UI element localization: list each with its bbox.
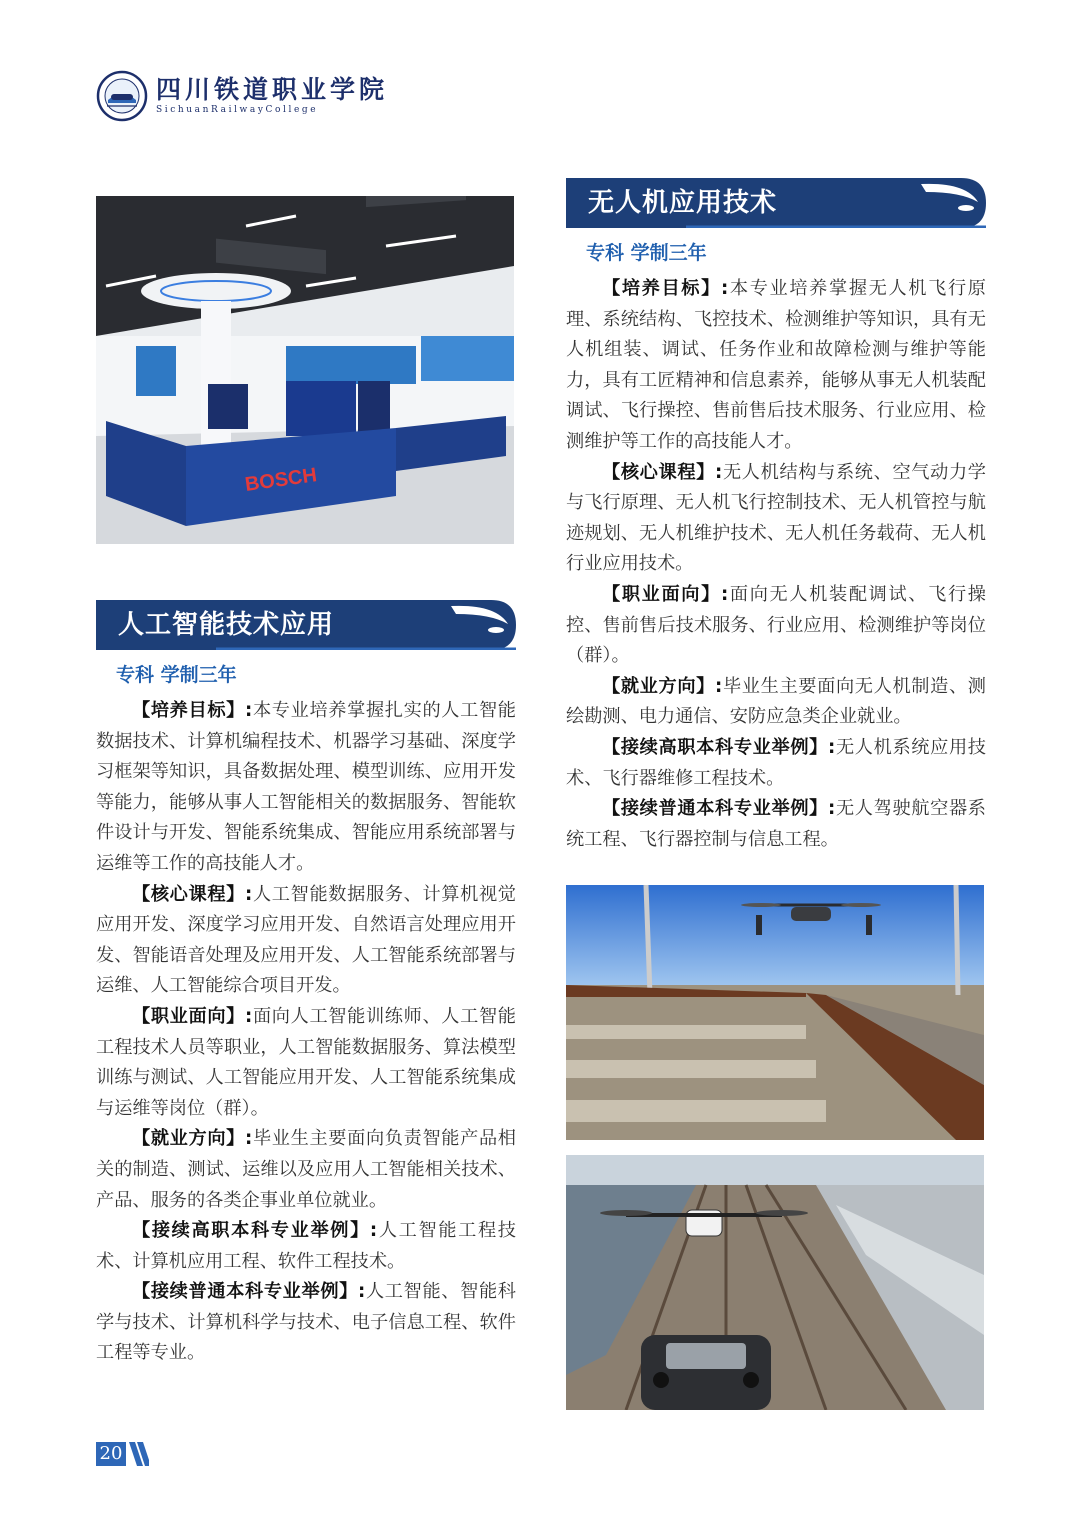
ai-text: 本专业培养掌握扎实的人工智能数据技术、计算机编程技术、机器学习基础、深度学习框架等知识，具备数据处理、模型训练、应用开发等能力，能够从事人工智能相关的数据服务、智能软件设计与开发、智能系统集成、智能应用系统部署与运维等工作的高技能人才。 — [96, 700, 516, 874]
uav-text: 无人机系统应用技术、飞行器维修工程技术。 — [566, 736, 986, 789]
uav-section-title: 无人机应用技术 — [588, 188, 778, 218]
drone-railyard-photo — [566, 1155, 984, 1410]
ai-label: 【核心课程】: — [132, 883, 253, 905]
drone-track-photo — [566, 885, 984, 1140]
ai-paragraph — [96, 696, 516, 880]
school-logo — [96, 70, 388, 122]
ai-label: 【接续高职本科专业举例】: — [132, 1220, 378, 1242]
ai-paragraph — [96, 1277, 516, 1369]
uav-label: 【就业方向】: — [602, 675, 723, 697]
uav-paragraph — [566, 672, 986, 733]
uav-label: 【接续高职本科专业举例】: — [602, 736, 836, 758]
uav-section-banner — [566, 178, 986, 228]
uav-text: 毕业生主要面向无人机制造、测绘勘测、电力通信、安防应急类企业就业。 — [566, 675, 986, 728]
ai-text: 人工智能工程技术、计算机应用工程、软件工程技术。 — [96, 1220, 516, 1272]
uav-paragraph — [566, 580, 986, 672]
ai-section-banner — [96, 600, 516, 650]
uav-label: 【接续普通本科专业举例】: — [602, 798, 836, 820]
uav-paragraph — [566, 274, 986, 458]
ai-section-body — [96, 696, 516, 1369]
uav-text: 无人机结构与系统、空气动力学与飞行原理、无人机飞行控制技术、无人机管控与航迹规划、无人机维护技术、无人机任务载荷、无人机行业应用技术。 — [566, 461, 986, 575]
ai-paragraph — [96, 1002, 516, 1124]
booth-brand-text: BOSCH — [243, 464, 319, 496]
ai-label: 【接续普通本科专业举例】: — [132, 1281, 366, 1303]
uav-paragraph — [566, 458, 986, 580]
ai-text: 毕业生主要面向负责智能产品相关的制造、测试、运维以及应用人工智能相关技术、产品、服务的各类企事业单位就业。 — [96, 1128, 516, 1211]
uav-text: 本专业培养掌握无人机飞行原理、系统结构、飞控技术、检测维护等知识，具有无人机组装、调试、任务作业和故障检测与维护等能力，具有工匠精神和信息素养，能够从事无人机装配调试、飞行操控、售前售后技术服务、行业应用、检测维护等工作的高技能人才。 — [566, 278, 986, 452]
uav-section-subtitle: 专科 学制三年 — [586, 242, 707, 264]
ai-label: 【职业面向】: — [132, 1005, 253, 1027]
ai-paragraph — [96, 880, 516, 1002]
ai-paragraph — [96, 1124, 516, 1216]
school-seal-icon — [96, 70, 148, 122]
ai-section-title: 人工智能技术应用 — [118, 610, 335, 640]
uav-text: 面向无人机装配调试、飞行操控、售前售后技术服务、行业应用、检测维护等岗位（群）。 — [566, 583, 986, 667]
uav-label: 【职业面向】: — [602, 583, 729, 605]
uav-text: 无人驾驶航空器系统工程、飞行器控制与信息工程。 — [566, 798, 986, 850]
uav-paragraph — [566, 794, 986, 855]
uav-paragraph — [566, 733, 986, 794]
ai-text: 人工智能数据服务、计算机视觉应用开发、深度学习应用开发、自然语言处理应用开发、智能语音处理及应用开发、人工智能系统部署与运维、人工智能综合项目开发。 — [96, 883, 516, 997]
uav-label: 【培养目标】: — [602, 278, 729, 299]
school-name-en: SichuanRailwayCollege — [156, 105, 319, 115]
ai-paragraph — [96, 1216, 516, 1277]
ai-text: 面向人工智能训练师、人工智能工程技术人员等职业，人工智能数据服务、算法模型训练与测试、人工智能应用开发、人工智能系统集成与运维等岗位（群）。 — [96, 1005, 516, 1119]
ai-section-subtitle: 专科 学制三年 — [116, 664, 237, 686]
ai-label: 【培养目标】: — [132, 700, 253, 721]
ai-label: 【就业方向】: — [132, 1128, 253, 1150]
ai-lab-photo — [96, 196, 514, 544]
ai-text: 人工智能、智能科学与技术、计算机科学与技术、电子信息工程、软件工程等专业。 — [96, 1281, 516, 1364]
uav-label: 【核心课程】: — [602, 461, 723, 483]
school-name-cn: 四川铁道职业学院 — [156, 75, 389, 104]
uav-section-body — [566, 274, 986, 855]
page-number: 20 — [96, 1442, 126, 1466]
page-slash-icon — [127, 1442, 149, 1466]
